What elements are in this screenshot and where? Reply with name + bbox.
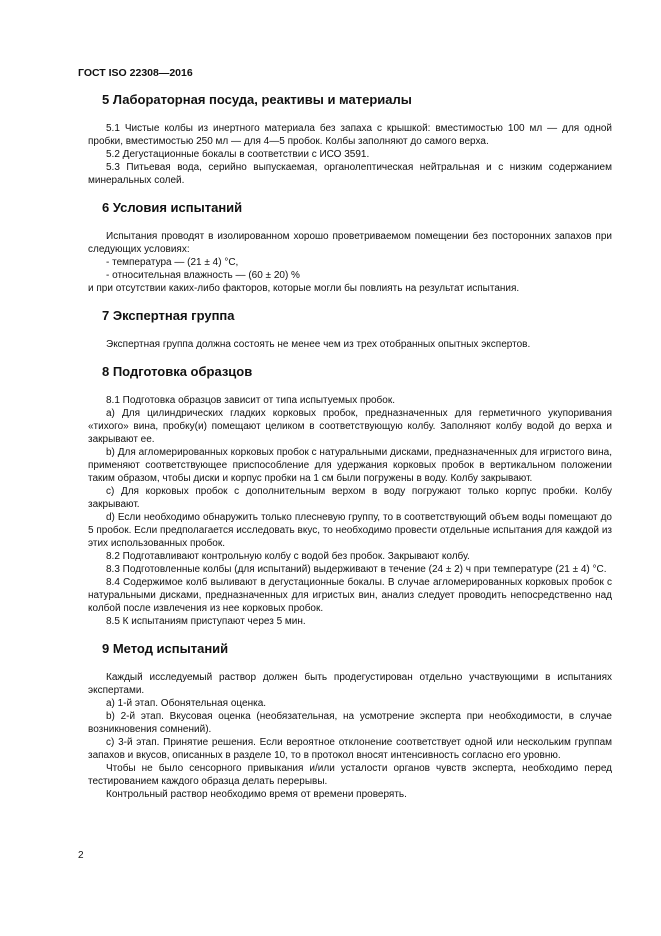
section-title: 9 Метод испытаний [102,641,229,656]
section-8 [88,364,612,628]
paragraph: b) 2-й этап. Вкусовая оценка (необязательная, на усмотрение эксперта при необходимости, в случае возникновения сомнений). [88,711,612,735]
paragraph: 8.5 К испытаниям приступают через 5 мин. [106,616,306,627]
document-body [88,92,612,801]
standard-header: ГОСТ ISO 22308—2016 [78,67,193,79]
paragraph: a) Для цилиндрических гладких корковых пробок, предназначенных для герметичного укупоривания «тихого» вина, пробку(и) помещают целиком в соответствующую колбу. Заполняют колбу водой до верха и закрывают ее. [88,408,612,445]
paragraph: d) Если необходимо обнаружить только плесневую группу, то в соответствующий объем воды помещают до 5 пробок. Если предполагается исследовать вкус, то необходимо провести отдельные испытания для каждой из этих использованных пробок. [88,512,612,549]
paragraph: 5.2 Дегустационные бокалы в соответствии с ИСО 3591. [106,149,370,160]
paragraph: 8.1 Подготовка образцов зависит от типа испытуемых пробок. [106,395,396,406]
paragraph: Каждый исследуемый раствор должен быть продегустирован отдельно участвующими в испытаниях экспертами. [88,672,612,696]
paragraph: a) 1-й этап. Обонятельная оценка. [106,698,267,709]
paragraph: 8.2 Подготавливают контрольную колбу с водой без пробок. Закрывают колбу. [106,551,470,562]
section-title: 5 Лабораторная посуда, реактивы и материалы [102,92,412,107]
paragraph: Испытания проводят в изолированном хорошо проветриваемом помещении без посторонних запахов при следующих условиях: [88,231,612,255]
paragraph: c) Для корковых пробок с дополнительным верхом в воду погружают только корпус пробки. Колбу закрывают. [88,486,612,510]
section-title: 8 Подготовка образцов [102,364,253,379]
list-item: - температура — (21 ± 4) °С, [106,257,239,268]
paragraph: 5.1 Чистые колбы из инертного материала без запаха с крышкой: вместимостью 100 мл — для одной пробки, вместимостью 250 мл — для 4—5 пробок. Колбы заполняют до самого верха. [88,123,612,147]
list-item: - относительная влажность — (60 ± 20) % [106,270,300,281]
paragraph: 8.3 Подготовленные колбы (для испытаний) выдерживают в течение (24 ± 2) ч при температуре (21 ± 4) °С. [106,564,607,575]
section-7 [88,308,612,351]
paragraph: Контрольный раствор необходимо время от времени проверять. [106,789,407,800]
paragraph: Чтобы не было сенсорного привыкания и/или усталости органов чувств эксперта, необходимо перед тестированием каждого образца делать перерывы. [88,763,612,787]
paragraph: c) 3-й этап. Принятие решения. Если вероятное отклонение соответствует одной или нескольким группам запахов и вкусов, описанных в разделе 10, то в протокол вносят интенсивность согласно его уровню. [88,737,612,761]
paragraph: Экспертная группа должна состоять не менее чем из трех отобранных опытных экспертов. [106,339,531,350]
paragraph: b) Для агломерированных корковых пробок с натуральными дисками, предназначенных для игристого вина, применяют соответствующее приспособление для удержания корковых пробок в вертикальном положении таким образом, чтобы диски и корпус пробки на 1 см были погружены в воду. Колбу закрывают. [88,447,612,484]
paragraph: 8.4 Содержимое колб выливают в дегустационные бокалы. В случае агломерированных корковых пробок с натуральными дисками, предназначенных для игристых вин, анализ следует проводить непосредственно над колбой после извлечения из нее корковых пробок. [88,577,612,614]
section-title: 6 Условия испытаний [102,200,243,215]
section-6 [88,200,612,295]
page-number: 2 [78,850,84,861]
section-title: 7 Экспертная группа [102,308,235,323]
paragraph: и при отсутствии каких-либо факторов, которые могли бы повлиять на результат испытания. [88,283,520,294]
section-9 [88,641,612,801]
section-5 [88,92,612,187]
paragraph: 5.3 Питьевая вода, серийно выпускаемая, органолептическая нейтральная и с низким содержанием минеральных солей. [88,162,612,186]
